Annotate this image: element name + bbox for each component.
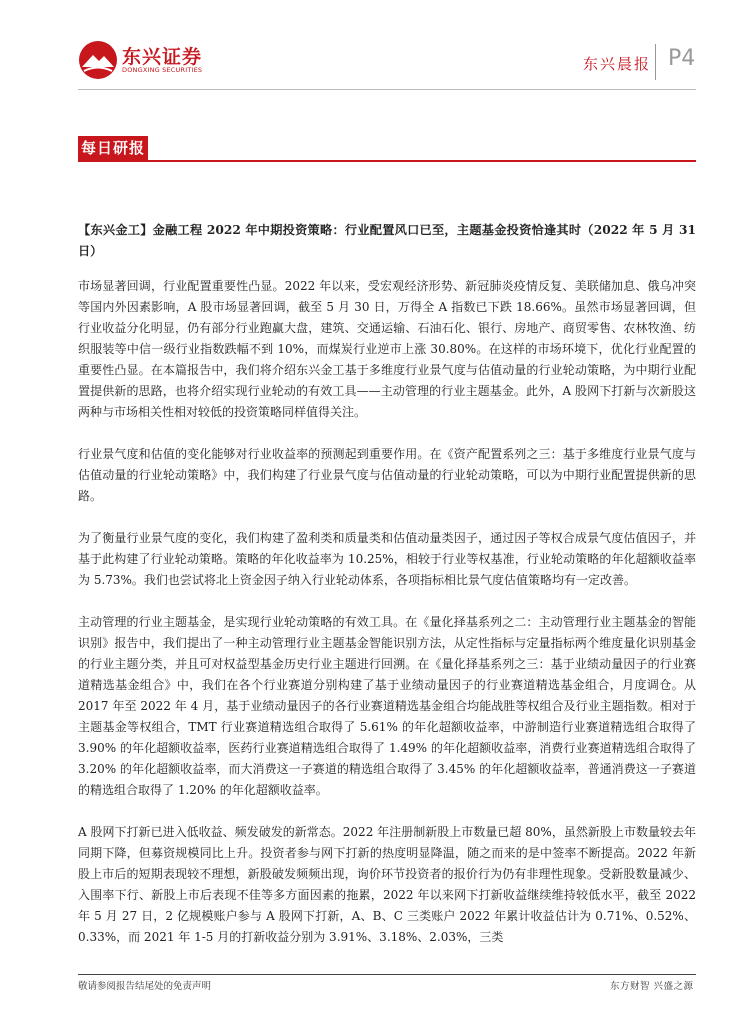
header-divider	[78, 89, 696, 90]
header-separator	[655, 44, 656, 80]
page-header	[0, 0, 755, 110]
report-item-title: 【东兴金工】金融工程 2022 年中期投资策略：行业配置风口已至，主题基金投资恰逢其时（2022 年 5 月 31 日）	[78, 223, 696, 258]
logo-text: 东兴证券	[122, 46, 203, 68]
logo-subtext: DONGXING SECURITIES	[122, 66, 203, 74]
report-body	[78, 220, 696, 969]
page-number: P4	[668, 46, 696, 71]
footer-slogan: 东方财智 兴盛之源	[610, 981, 694, 992]
footer-disclaimer: 敬请参阅报告结尾处的免责声明	[78, 981, 212, 992]
paragraph-ipo-subscription: A 股网下打新已进入低收益、频发破发的新常态。2022 年注册制新股上市数量已超 80%，虽然新股上市数量较去年同期下降，但募资规模同比上升。投资者参与网下打新的热度明显降温，随之而来的是中签率不断提高。2022 年新股上市后的短期表现较不理想，新股破发频频出现，询价环节投资者的报价行为仍有非理性现象。受新股数量减少、入围率下行、新股上市后表现不佳等多方面因素的拖累，2022 年以来网下打新收益继续维持较低水平，截至 2022 年 5 月 27 日，2 亿规模账户参与 A 股网下打新，A、B、C 三类账户 2022 年累计收益估计为 0.71%、0.52%、0.33%，而 2021 年 1-5 月的打新收益分别为 3.91%、3.18%、2.03%，三类	[78, 825, 696, 944]
paragraph-market-review: 市场显著回调，行业配置重要性凸显。2022 年以来，受宏观经济形势、新冠肺炎疫情反复、美联储加息、俄乌冲突等国内外因素影响，A 股市场显著回调，截至 5 月 30 日，万得全 A 指数已下跌 18.66%。虽然市场显著回调，但行业收益分化明显，仍有部分行业跑赢大盘，建筑、交通运输、石油石化、银行、房地产、商贸零售、农林牧渔、纺织服装等中信一级行业指数跌幅不到 10%，而煤炭行业逆市上涨 30.80%。在这样的市场环境下，优化行业配置的重要性凸显。在本篇报告中，我们将介绍东兴金工基于多维度行业景气度与估值动量的行业轮动策略，为中期行业配置提供新的思路，也将介绍实现行业轮动的有效工具——主动管理的行业主题基金。此外，A 股网下打新与次新股这两种与市场相关性相对较低的投资策略同样值得关注。	[78, 279, 696, 419]
company-logo	[78, 40, 218, 80]
paragraph-rotation-strategy: 为了衡量行业景气度的变化，我们构建了盈利类和质量类和估值动量类因子，通过因子等权合成景气度估值因子，并基于此构建了行业轮动策略。策略的年化收益率为 10.25%，相较于行业等权基准，行业轮动策略的年化超额收益率为 5.73%。我们也尝试将北上资金因子纳入行业轮动体系，各项指标相比景气度估值策略均有一定改善。	[78, 531, 696, 587]
report-name: 东兴晨报	[583, 55, 652, 73]
paragraph-theme-funds: 主动管理的行业主题基金，是实现行业轮动策略的有效工具。在《量化择基系列之二：主动管理行业主题基金的智能识别》报告中，我们提出了一种主动管理行业主题基金智能识别方法，从定性指标与定量指标两个维度量化识别基金的行业主题分类，并且可对权益型基金历史行业主题进行回溯。在《量化择基系列之三：基于业绩动量因子的行业赛道精选基金组合》中，我们在各个行业赛道分别构建了基于业绩动量因子的行业赛道精选基金组合，月度调仓。从 2017 年至 2022 年 4 月，基于业绩动量因子的各行业赛道精选基金组合均能战胜等权组合及行业主题指数。相对于主题基金等权组合，TMT 行业赛道精选组合取得了 5.61% 的年化超额收益率，中游制造行业赛道精选组合取得了 3.90% 的年化超额收益率，医药行业赛道精选组合取得了 1.49% 的年化超额收益率，消费行业赛道精选组合取得了 3.20% 的年化超额收益率，而大消费这一子赛道的精选组合取得了 3.45% 的年化超额收益率，普通消费这一子赛道的精选组合取得了 1.20% 的年化超额收益率。	[78, 615, 696, 797]
paragraph-industry-valuation: 行业景气度和估值的变化能够对行业收益率的预测起到重要作用。在《资产配置系列之三：基于多维度行业景气度与估值动量的行业轮动策略》中，我们构建了行业景气度与估值动量的行业轮动策略，可以为中期行业配置提供新的思路。	[78, 447, 696, 503]
logo-emblem-icon	[78, 40, 118, 80]
footer-divider	[78, 974, 696, 975]
section-heading-bar	[78, 136, 696, 162]
section-title: 每日研报	[78, 136, 148, 160]
